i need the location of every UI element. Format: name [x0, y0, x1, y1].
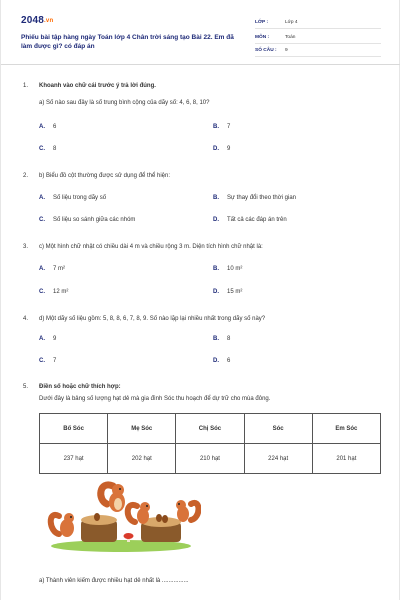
option-text: 6: [53, 124, 57, 130]
option-text: 9: [227, 146, 231, 152]
answer-option[interactable]: [213, 146, 230, 152]
answer-option[interactable]: [213, 358, 230, 364]
acorn-table: [39, 413, 381, 474]
option-letter: A.: [39, 124, 45, 130]
option-text: Tất cả các đáp án trên: [227, 217, 287, 223]
table-cell: 224 hạt: [244, 444, 312, 474]
option-text: Số liệu trong dãy số: [53, 195, 107, 201]
question-text: b) Biểu đồ cột thường được sử dụng để thể hiện:: [39, 173, 170, 179]
meta-value: Toán: [285, 35, 296, 40]
question-text: d) Một dãy số liệu gồm: 5, 8, 8, 6, 7, 8, 9. Số nào lặp lại nhiều nhất trong dãy số này?: [39, 316, 266, 322]
table-header-row: [40, 414, 381, 444]
question-text: a) Số nào sau đây là số trung bình cộng của dãy số: 4, 6, 8, 10?: [39, 100, 210, 106]
logo-suffix: .vn: [44, 18, 54, 24]
question-number: 2.: [23, 173, 29, 179]
table-cell: 201 hạt: [312, 444, 380, 474]
option-text: 9: [53, 336, 57, 342]
answer-option[interactable]: [213, 266, 242, 272]
table-cell: 237 hạt: [40, 444, 108, 474]
meta-value: Lớp 4: [285, 20, 298, 25]
question-heading: Điền số hoặc chữ thích hợp:: [39, 384, 121, 390]
option-letter: D.: [213, 217, 219, 223]
meta-row-class: [255, 16, 381, 29]
table-header-cell: Mẹ Sóc: [108, 414, 176, 444]
option-text: 8: [227, 336, 231, 342]
question-number: 1.: [23, 83, 29, 89]
option-text: 15 m²: [227, 289, 243, 295]
answer-option[interactable]: [39, 217, 135, 223]
option-letter: C.: [39, 217, 45, 223]
meta-key: MÔN :: [255, 35, 270, 40]
option-letter: C.: [39, 146, 45, 152]
squirrel-family-illustration: [41, 478, 201, 553]
option-letter: D.: [213, 289, 219, 295]
answer-option[interactable]: [39, 289, 68, 295]
option-text: 7: [227, 124, 231, 130]
meta-key: SỐ CÂU :: [255, 48, 277, 53]
answer-option[interactable]: [213, 289, 242, 295]
meta-key: LỚP :: [255, 20, 269, 25]
answer-option[interactable]: [213, 124, 230, 130]
fill-in-question: a) Thành viên kiếm được nhiều hạt dẻ nhất là ................: [39, 578, 189, 584]
option-letter: B.: [213, 124, 219, 130]
question-number: 5.: [23, 384, 29, 390]
answer-option[interactable]: [213, 217, 287, 223]
table-header-cell: Em Sóc: [312, 414, 380, 444]
option-letter: A.: [39, 336, 45, 342]
header-divider: [1, 64, 400, 65]
table-header-cell: Bố Sóc: [40, 414, 108, 444]
option-letter: B.: [213, 336, 219, 342]
option-text: 7 m²: [53, 266, 65, 272]
option-letter: B.: [213, 195, 219, 201]
answer-option[interactable]: [39, 146, 56, 152]
table-header-cell: Chị Sóc: [176, 414, 244, 444]
option-text: 10 m²: [227, 266, 243, 272]
option-text: Số liệu so sánh giữa các nhóm: [53, 217, 136, 223]
option-letter: D.: [213, 358, 219, 364]
table-cell: 202 hạt: [108, 444, 176, 474]
meta-row-count: [255, 44, 381, 57]
option-text: Sự thay đổi theo thời gian: [227, 195, 296, 201]
option-text: 12 m²: [53, 289, 69, 295]
meta-value: 9: [285, 48, 288, 53]
question-number: 4.: [23, 316, 29, 322]
answer-option[interactable]: [39, 124, 56, 130]
option-text: 6: [227, 358, 231, 364]
answer-option[interactable]: [213, 195, 296, 201]
question-heading: Khoanh vào chữ cái trước ý trả lời đúng.: [39, 83, 156, 89]
option-letter: C.: [39, 289, 45, 295]
answer-option[interactable]: [39, 336, 56, 342]
answer-option[interactable]: [39, 195, 106, 201]
table-header-cell: Sóc: [244, 414, 312, 444]
table-row: [40, 444, 381, 474]
site-logo[interactable]: [21, 15, 53, 26]
option-letter: B.: [213, 266, 219, 272]
answer-option[interactable]: [39, 358, 56, 364]
question-number: 3.: [23, 244, 29, 250]
worksheet-title: Phiếu bài tập hàng ngày Toán lớp 4 Chân trời sáng tạo Bài 22. Em đã làm được gì? có đáp án: [21, 34, 234, 50]
option-text: 8: [53, 146, 57, 152]
option-letter: A.: [39, 266, 45, 272]
table-cell: 210 hạt: [176, 444, 244, 474]
question-text: Dưới đây là bảng số lượng hạt dẻ mà gia đình Sóc thu hoạch để dự trữ cho mùa đông.: [39, 396, 271, 402]
option-letter: D.: [213, 146, 219, 152]
logo-text: 2048: [21, 15, 45, 26]
meta-row-subject: [255, 31, 381, 44]
answer-option[interactable]: [213, 336, 230, 342]
option-text: 7: [53, 358, 57, 364]
option-letter: A.: [39, 195, 45, 201]
answer-option[interactable]: [39, 266, 65, 272]
option-letter: C.: [39, 358, 45, 364]
question-text: c) Một hình chữ nhật có chiều dài 4 m và chiều rộng 3 m. Diện tích hình chữ nhật là:: [39, 244, 263, 250]
